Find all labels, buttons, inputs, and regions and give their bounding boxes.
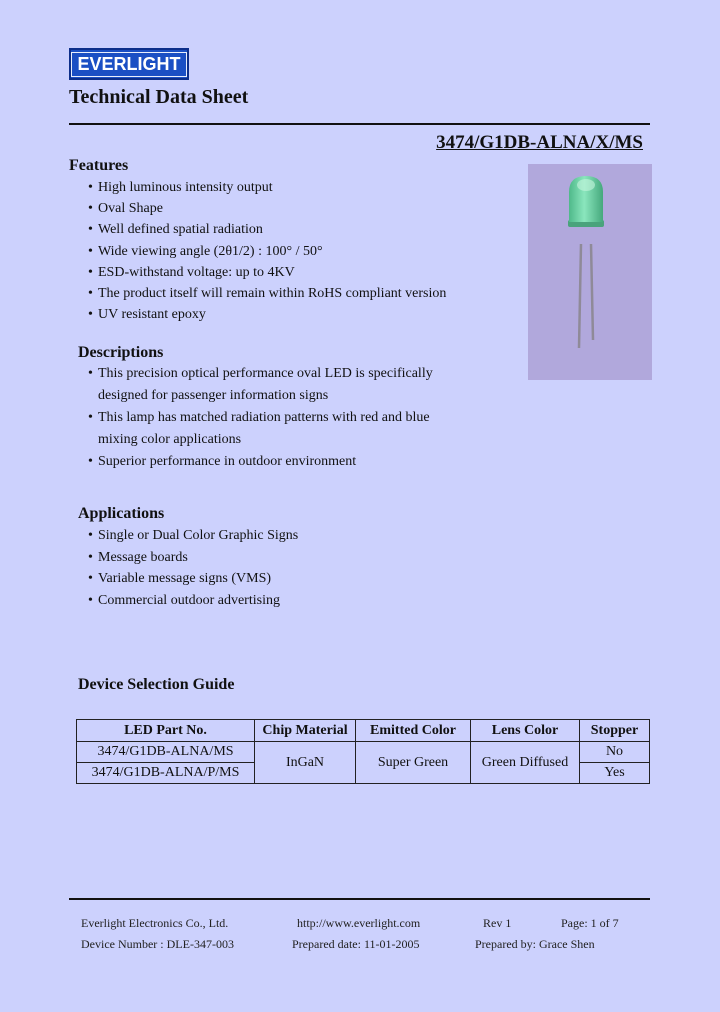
list-item: • This precision optical performance oval LED is specifically designed for passenger information signs [88, 363, 454, 407]
table-row [77, 742, 650, 763]
led-product-photo [528, 164, 652, 380]
device-selection-table [76, 719, 650, 784]
footer-page-number: Page: 1 of 7 [561, 916, 619, 930]
list-item: • Superior performance in outdoor environment [88, 451, 454, 473]
list-item: • This lamp has matched radiation patterns with red and blue mixing color applications [88, 407, 454, 451]
list-item: • Single or Dual Color Graphic Signs [88, 525, 298, 547]
footer-revision: Rev 1 [483, 916, 512, 930]
chip-material-cell: InGaN [255, 742, 356, 784]
led-illustration [528, 164, 652, 380]
lens-color-cell: Green Diffused [471, 742, 580, 784]
list-item: • Commercial outdoor advertising [88, 590, 298, 612]
list-item: • The product itself will remain within RoHS compliant version [88, 283, 446, 304]
list-item: • Oval Shape [88, 198, 446, 219]
footer-company: Everlight Electronics Co., Ltd. [81, 916, 229, 930]
list-item: • High luminous intensity output [88, 177, 446, 198]
list-item: • Message boards [88, 547, 298, 569]
column-header: Chip Material [255, 720, 356, 742]
selection-guide-heading: Device Selection Guide [78, 676, 235, 693]
footer-divider [69, 898, 650, 900]
list-item: • Variable message signs (VMS) [88, 568, 298, 590]
part-number-cell: 3474/G1DB-ALNA/P/MS [77, 763, 255, 784]
applications-list [88, 525, 298, 611]
column-header: Stopper [580, 720, 650, 742]
list-item: • Wide viewing angle (2θ1/2) : 100° / 50° [88, 241, 446, 262]
list-item: • Well defined spatial radiation [88, 219, 446, 240]
part-number-cell: 3474/G1DB-ALNA/MS [77, 742, 255, 763]
features-list [88, 177, 446, 325]
logo-text: EVERLIGHT [71, 52, 186, 77]
features-heading: Features [69, 157, 129, 174]
applications-heading: Applications [78, 505, 165, 522]
part-number-title: 3474/G1DB-ALNA/X/MS [436, 132, 643, 153]
footer-device-number: Device Number : DLE-347-003 [81, 937, 234, 951]
everlight-logo [69, 48, 189, 80]
list-item: • UV resistant epoxy [88, 304, 446, 325]
column-header: LED Part No. [77, 720, 255, 742]
column-header: Lens Color [471, 720, 580, 742]
footer-website: http://www.everlight.com [297, 916, 421, 930]
stopper-cell: Yes [580, 763, 650, 784]
descriptions-list [88, 363, 454, 473]
stopper-cell: No [580, 742, 650, 763]
footer-prepared-by: Prepared by: Grace Shen [475, 937, 595, 951]
column-header: Emitted Color [356, 720, 471, 742]
descriptions-heading: Descriptions [78, 344, 164, 361]
emitted-color-cell: Super Green [356, 742, 471, 784]
table-header-row [77, 720, 650, 742]
header-divider [69, 123, 650, 125]
document-title: Technical Data Sheet [69, 86, 249, 108]
footer-prepared-date: Prepared date: 11-01-2005 [292, 937, 420, 951]
list-item: • ESD-withstand voltage: up to 4KV [88, 262, 446, 283]
